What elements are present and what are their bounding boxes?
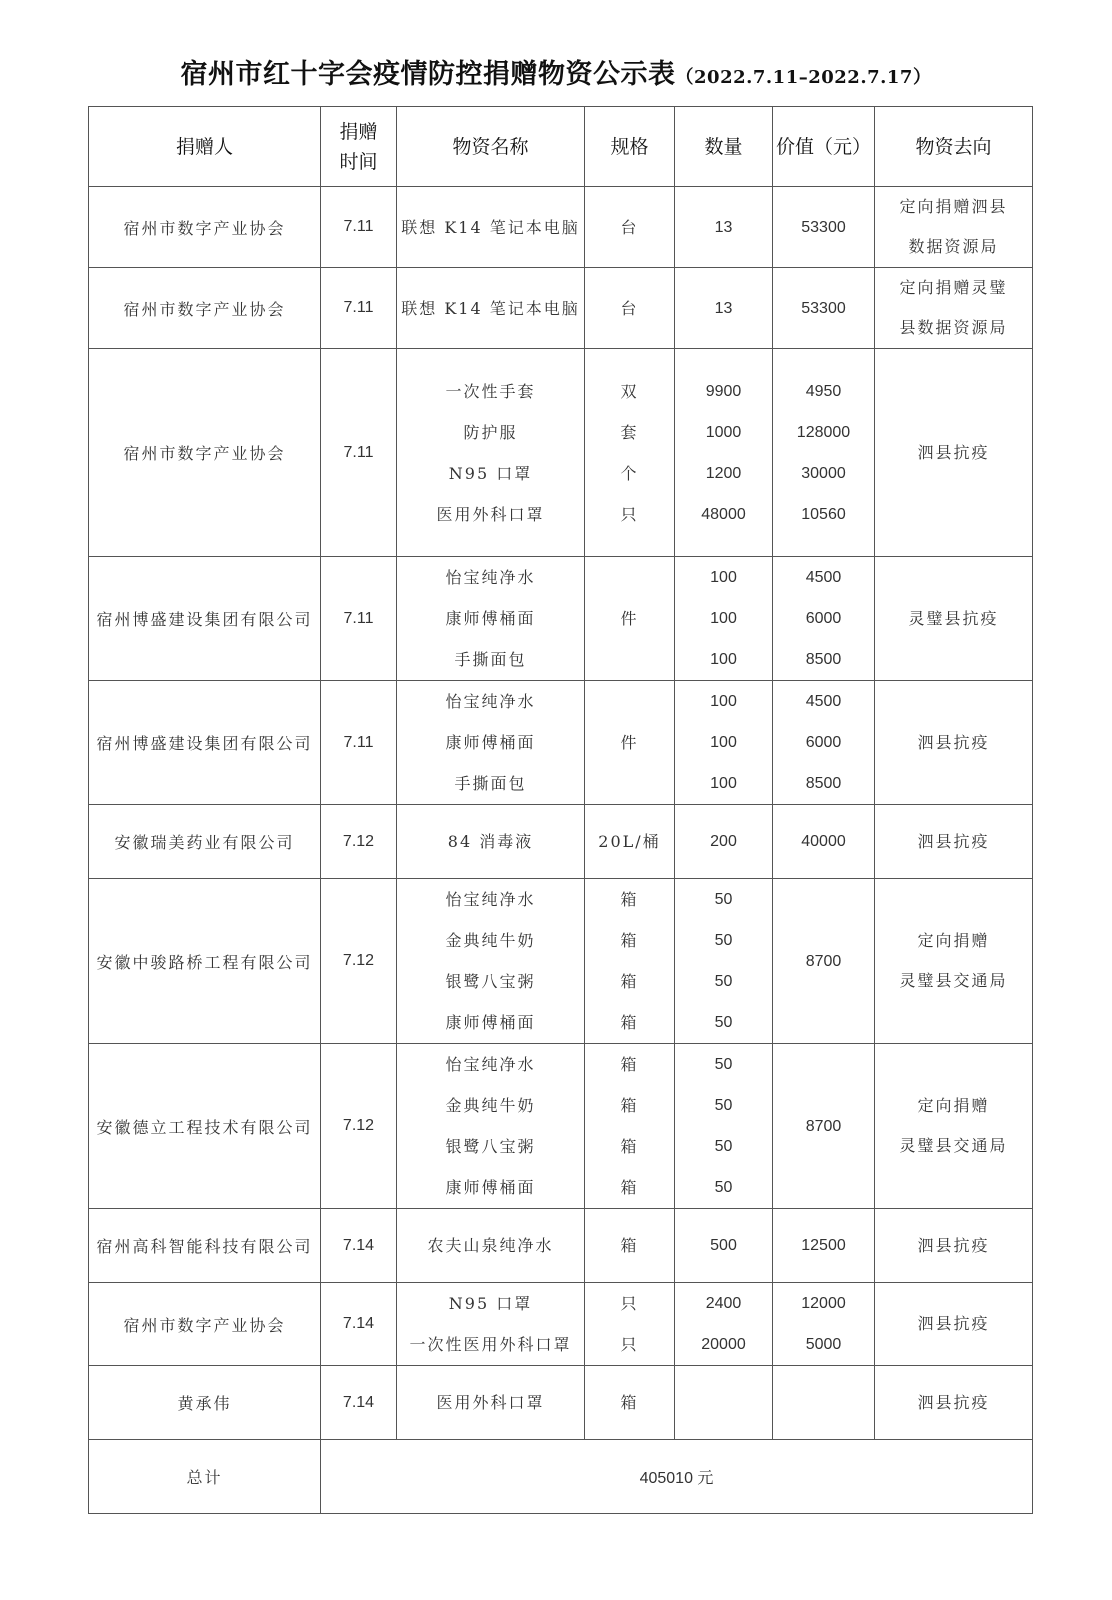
donor-cell: 宿州博盛建设集团有限公司 xyxy=(89,681,321,805)
dest-cell xyxy=(875,681,1033,805)
item-value-cell xyxy=(773,268,875,349)
item-name: 医用外科口罩 xyxy=(436,1393,545,1412)
item-qty: 50 xyxy=(714,1056,733,1073)
header-donor: 捐赠人 xyxy=(89,107,321,187)
item-value-cell xyxy=(773,805,875,879)
item-qty: 9900 xyxy=(705,382,742,400)
item-name: N95 口罩 xyxy=(448,463,533,483)
header-dest: 物资去向 xyxy=(875,107,1033,187)
total-value: 405010 元 xyxy=(321,1440,1033,1514)
item-qty-cell xyxy=(675,1283,773,1366)
item-qty: 1200 xyxy=(705,464,742,482)
item-qty: 50 xyxy=(714,891,733,908)
date-cell: 7.12 xyxy=(321,805,397,879)
item-spec: 台 xyxy=(620,298,639,318)
item-spec: 箱 xyxy=(620,1393,639,1412)
item-qty: 100 xyxy=(710,775,737,792)
item-name: 金典纯牛奶 xyxy=(445,931,536,950)
total-label: 总计 xyxy=(89,1440,321,1514)
item-qty-cell xyxy=(675,349,773,557)
item-qty: 100 xyxy=(710,569,737,586)
table-row xyxy=(89,879,1033,1044)
item-value: 40000 xyxy=(801,833,846,850)
item-qty-cell xyxy=(675,187,773,268)
dest-cell xyxy=(875,1044,1033,1209)
item-value: 30000 xyxy=(801,464,846,482)
item-name-cell xyxy=(397,681,585,805)
table-body xyxy=(89,187,1033,1514)
donor-cell: 宿州高科智能科技有限公司 xyxy=(89,1209,321,1283)
item-name: N95 口罩 xyxy=(448,1294,533,1313)
item-spec-cell xyxy=(585,1283,675,1366)
item-value-cell xyxy=(773,187,875,268)
item-name: 怡宝纯净水 xyxy=(445,890,536,909)
item-name-cell xyxy=(397,1209,585,1283)
donor-cell: 宿州市数字产业协会 xyxy=(89,1283,321,1366)
item-qty: 50 xyxy=(714,973,733,990)
dest-line: 泗县抗疫 xyxy=(917,1314,990,1333)
item-value-cell xyxy=(773,557,875,681)
table-row xyxy=(89,805,1033,879)
item-qty: 48000 xyxy=(701,505,746,523)
dest-line: 泗县抗疫 xyxy=(917,442,990,462)
item-qty: 100 xyxy=(710,693,737,710)
donor-cell: 宿州市数字产业协会 xyxy=(89,268,321,349)
item-name-cell xyxy=(397,557,585,681)
item-qty: 500 xyxy=(710,1237,737,1254)
table-row xyxy=(89,268,1033,349)
donor-cell: 安徽瑞美药业有限公司 xyxy=(89,805,321,879)
item-value-cell xyxy=(773,1283,875,1366)
item-name-cell xyxy=(397,268,585,349)
item-qty: 1000 xyxy=(705,423,742,441)
item-name: 防护服 xyxy=(463,422,518,442)
dest-cell xyxy=(875,187,1033,268)
dest-line: 数据资源局 xyxy=(908,237,999,256)
date-cell: 7.12 xyxy=(321,1044,397,1209)
item-spec: 箱 xyxy=(620,1096,639,1115)
dest-line: 定向捐赠灵璧 xyxy=(899,278,1008,297)
date-cell: 7.11 xyxy=(321,557,397,681)
item-value: 12500 xyxy=(801,1237,846,1254)
item-name-cell xyxy=(397,1044,585,1209)
item-value: 5000 xyxy=(805,1336,842,1353)
donor-cell: 宿州市数字产业协会 xyxy=(89,187,321,268)
item-spec: 个 xyxy=(620,463,639,483)
item-name: 联想 K14 笔记本电脑 xyxy=(401,217,580,237)
item-name: 医用外科口罩 xyxy=(436,504,545,524)
header-value: 价值（元） xyxy=(773,107,875,187)
item-qty: 50 xyxy=(714,1138,733,1155)
dest-cell xyxy=(875,879,1033,1044)
item-spec: 双 xyxy=(620,381,639,401)
item-value-cell xyxy=(773,349,875,557)
dest-line: 定向捐赠 xyxy=(917,1096,990,1115)
item-spec: 箱 xyxy=(620,972,639,991)
item-qty-cell xyxy=(675,1209,773,1283)
item-value-cell xyxy=(773,1209,875,1283)
item-value-cell xyxy=(773,879,875,1044)
title-date-range: （2022.7.11–2022.7.17） xyxy=(675,67,932,88)
item-name-cell xyxy=(397,187,585,268)
dest-cell xyxy=(875,557,1033,681)
item-value: 6000 xyxy=(805,734,842,751)
item-qty: 200 xyxy=(710,833,737,850)
item-spec: 箱 xyxy=(620,1013,639,1032)
item-qty-cell xyxy=(675,1366,773,1440)
item-value: 10560 xyxy=(801,505,846,523)
dest-cell xyxy=(875,805,1033,879)
item-name: 康师傅桶面 xyxy=(445,1178,536,1197)
item-qty-cell xyxy=(675,268,773,349)
table-header-row xyxy=(89,107,1033,187)
date-cell: 7.11 xyxy=(321,268,397,349)
dest-line: 县数据资源局 xyxy=(899,318,1008,337)
item-name-cell xyxy=(397,879,585,1044)
table-row xyxy=(89,1366,1033,1440)
item-spec: 件 xyxy=(620,733,639,752)
item-name: 联想 K14 笔记本电脑 xyxy=(401,298,580,318)
table-row xyxy=(89,681,1033,805)
title-main: 宿州市红十字会疫情防控捐赠物资公示表 xyxy=(180,59,676,90)
date-cell: 7.12 xyxy=(321,879,397,1044)
item-name: 银鹭八宝粥 xyxy=(445,1137,536,1156)
item-value: 8700 xyxy=(805,952,842,970)
item-qty: 50 xyxy=(714,1014,733,1031)
item-qty: 100 xyxy=(710,651,737,668)
table-row xyxy=(89,187,1033,268)
dest-line: 定向捐赠 xyxy=(917,931,990,950)
item-qty: 13 xyxy=(714,299,733,317)
dest-line: 泗县抗疫 xyxy=(917,1235,990,1255)
item-qty-cell xyxy=(675,879,773,1044)
header-item: 物资名称 xyxy=(397,107,585,187)
item-name: 康师傅桶面 xyxy=(445,609,536,628)
item-name: 一次性手套 xyxy=(445,381,536,401)
item-value: 12000 xyxy=(801,1295,846,1312)
item-value-cell xyxy=(773,1366,875,1440)
item-value: 4500 xyxy=(805,693,842,710)
item-spec-cell xyxy=(585,805,675,879)
item-spec-cell xyxy=(585,187,675,268)
item-qty-cell xyxy=(675,1044,773,1209)
donor-cell: 宿州市数字产业协会 xyxy=(89,349,321,557)
donor-cell: 安徽中骏路桥工程有限公司 xyxy=(89,879,321,1044)
item-name: 手撕面包 xyxy=(454,774,527,793)
item-value: 8700 xyxy=(805,1117,842,1135)
donor-cell: 黄承伟 xyxy=(89,1366,321,1440)
item-qty-cell xyxy=(675,557,773,681)
total-row xyxy=(89,1440,1033,1514)
dest-cell xyxy=(875,1283,1033,1366)
item-qty: 13 xyxy=(714,218,733,236)
item-qty: 2400 xyxy=(705,1295,742,1312)
item-value: 4500 xyxy=(805,569,842,586)
item-spec: 只 xyxy=(620,1335,639,1354)
item-value: 8500 xyxy=(805,651,842,668)
donation-table xyxy=(88,106,1033,1514)
item-name-cell xyxy=(397,1366,585,1440)
item-name: 农夫山泉纯净水 xyxy=(427,1236,554,1255)
item-spec-cell xyxy=(585,1044,675,1209)
header-qty: 数量 xyxy=(675,107,773,187)
item-name: 金典纯牛奶 xyxy=(445,1096,536,1115)
item-name: 银鹭八宝粥 xyxy=(445,972,536,991)
item-qty: 100 xyxy=(710,734,737,751)
item-spec-cell xyxy=(585,879,675,1044)
donor-cell: 安徽德立工程技术有限公司 xyxy=(89,1044,321,1209)
dest-line: 泗县抗疫 xyxy=(917,831,990,851)
item-spec: 件 xyxy=(620,609,639,628)
date-cell: 7.11 xyxy=(321,681,397,805)
item-spec-cell xyxy=(585,1209,675,1283)
item-value: 4950 xyxy=(805,382,842,400)
dest-line: 泗县抗疫 xyxy=(917,1392,990,1412)
item-value: 53300 xyxy=(801,299,846,317)
header-spec: 规格 xyxy=(585,107,675,187)
item-spec: 台 xyxy=(620,217,639,237)
item-spec-cell xyxy=(585,349,675,557)
item-spec: 20L/桶 xyxy=(598,832,661,851)
item-spec: 只 xyxy=(620,504,639,524)
item-name: 手撕面包 xyxy=(454,650,527,669)
table-row xyxy=(89,557,1033,681)
dest-cell xyxy=(875,268,1033,349)
item-spec: 箱 xyxy=(620,1137,639,1156)
item-value: 53300 xyxy=(801,218,846,236)
table-row xyxy=(89,349,1033,557)
item-name-cell xyxy=(397,1283,585,1366)
item-qty: 50 xyxy=(714,932,733,949)
item-spec-cell xyxy=(585,557,675,681)
item-spec-cell xyxy=(585,268,675,349)
item-value: 8500 xyxy=(805,775,842,792)
item-name: 怡宝纯净水 xyxy=(445,1055,536,1074)
item-qty: 20000 xyxy=(701,1336,746,1353)
item-name: 怡宝纯净水 xyxy=(445,568,536,587)
item-spec: 箱 xyxy=(620,1178,639,1197)
header-time: 捐赠 时间 xyxy=(321,107,397,187)
date-cell: 7.14 xyxy=(321,1283,397,1366)
dest-line: 灵璧县交通局 xyxy=(899,1136,1008,1155)
item-spec-cell xyxy=(585,681,675,805)
item-value-cell xyxy=(773,1044,875,1209)
table-row xyxy=(89,1283,1033,1366)
item-qty: 100 xyxy=(710,610,737,627)
item-spec: 箱 xyxy=(620,931,639,950)
item-spec: 只 xyxy=(620,1294,639,1313)
item-qty: 50 xyxy=(714,1179,733,1196)
item-name-cell xyxy=(397,805,585,879)
dest-line: 定向捐赠泗县 xyxy=(899,197,1008,216)
dest-line: 灵璧县交通局 xyxy=(899,971,1008,990)
table-row xyxy=(89,1044,1033,1209)
dest-line: 泗县抗疫 xyxy=(917,732,990,752)
table-row xyxy=(89,1209,1033,1283)
item-name-cell xyxy=(397,349,585,557)
item-name: 一次性医用外科口罩 xyxy=(409,1335,572,1354)
item-qty: 50 xyxy=(714,1097,733,1114)
item-name: 康师傅桶面 xyxy=(445,1013,536,1032)
item-value-cell xyxy=(773,681,875,805)
item-qty-cell xyxy=(675,681,773,805)
dest-cell xyxy=(875,349,1033,557)
dest-line: 灵璧县抗疫 xyxy=(908,608,999,628)
donor-cell: 宿州博盛建设集团有限公司 xyxy=(89,557,321,681)
date-cell: 7.14 xyxy=(321,1209,397,1283)
item-value: 128000 xyxy=(796,423,851,441)
dest-cell xyxy=(875,1209,1033,1283)
item-qty-cell xyxy=(675,805,773,879)
dest-cell xyxy=(875,1366,1033,1440)
item-name: 84 消毒液 xyxy=(447,832,534,851)
item-spec: 套 xyxy=(620,422,639,442)
date-cell: 7.11 xyxy=(321,349,397,557)
date-cell: 7.14 xyxy=(321,1366,397,1440)
item-name: 康师傅桶面 xyxy=(445,733,536,752)
item-spec: 箱 xyxy=(620,1055,639,1074)
item-value: 6000 xyxy=(805,610,842,627)
item-spec: 箱 xyxy=(620,1236,639,1255)
page-title xyxy=(0,52,1112,91)
item-spec: 箱 xyxy=(620,890,639,909)
date-cell: 7.11 xyxy=(321,187,397,268)
item-name: 怡宝纯净水 xyxy=(445,692,536,711)
item-spec-cell xyxy=(585,1366,675,1440)
